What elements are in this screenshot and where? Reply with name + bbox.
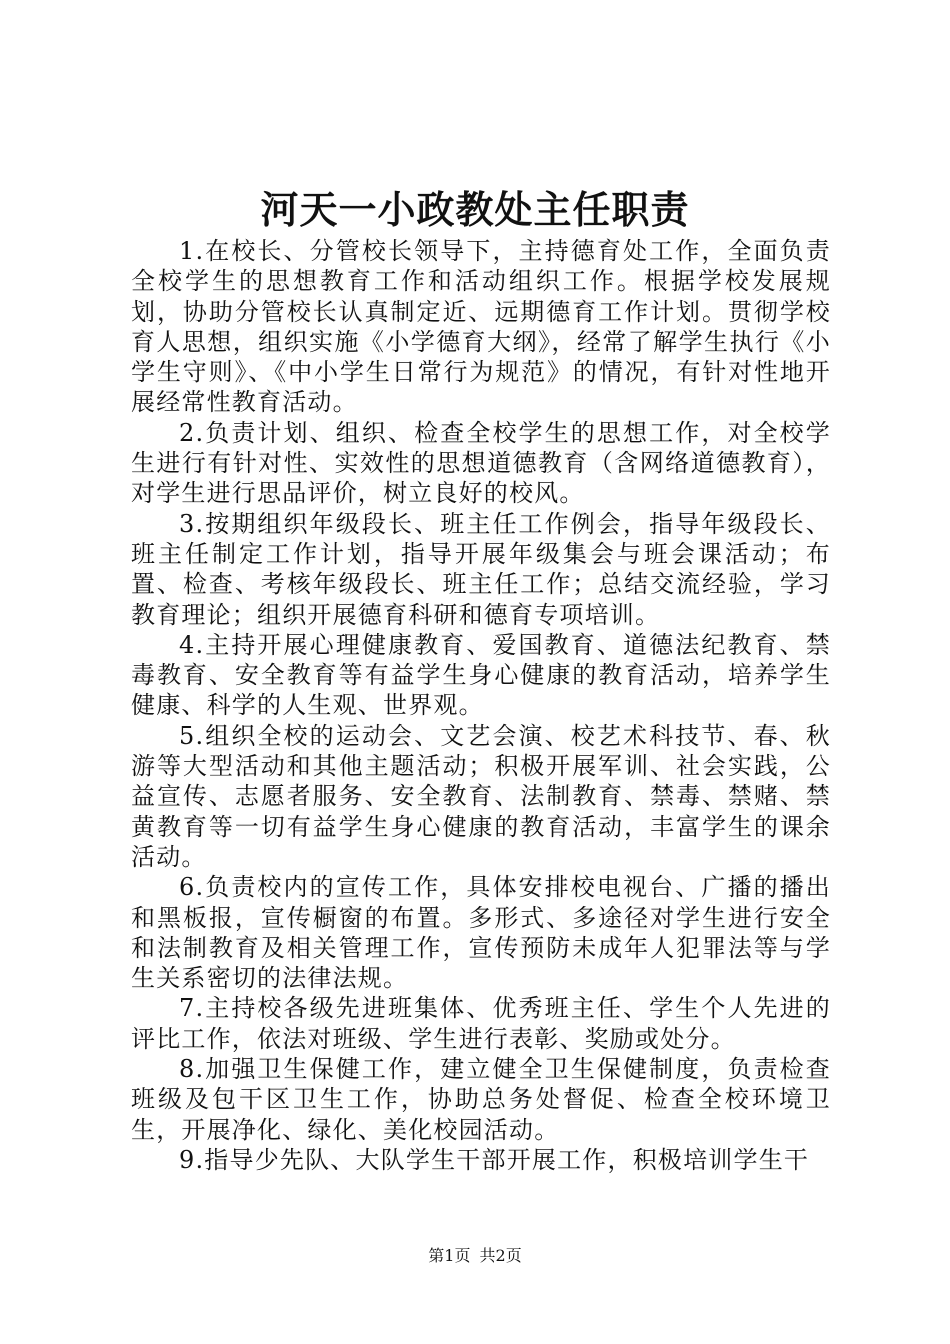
- paragraph-3: 3.按期组织年级段长、班主任工作例会，指导年级段长、班主任制定工作计划，指导开展年级集会与班会课活动；布置、检查、考核年级段长、班主任工作；总结交流经验，学习教育理论；组织开展德育科研和德育专项培训。: [131, 509, 831, 629]
- page-total: 共2页: [479, 1246, 522, 1265]
- paragraph-9: 9.指导少先队、大队学生干部开展工作，积极培训学生干: [179, 1145, 810, 1174]
- paragraph-6: 6.负责校内的宣传工作，具体安排校电视台、广播的播出和黑板报，宣传橱窗的布置。多形式、多途径对学生进行安全和法制教育及相关管理工作，宣传预防未成年人犯罪法等与学生关系密切的法律法规。: [131, 873, 831, 993]
- page-title: 河天一小政教处主任职责: [260, 187, 690, 232]
- paragraph-5: 5.组织全校的运动会、文艺会演、校艺术科技节、春、秋游等大型活动和其他主题活动；积极开展军训、社会实践，公益宣传、志愿者服务、安全教育、法制教育、禁毒、禁赌、禁黄教育等一切有益学生身心健康的教育活动，丰富学生的课余活动。: [131, 721, 831, 871]
- document-body: [131, 236, 831, 1175]
- paragraph-1: 1.在校长、分管校长领导下，主持德育处工作，全面负责全校学生的思想教育工作和活动组织工作。根据学校发展规划，协助分管校长认真制定近、远期德育工作计划。贯彻学校育人思想，组织实施《小学德育大纲》，经常了解学生执行《小学生守则》、《中小学生日常行为规范》的情况，有针对性地开展经常性教育活动。: [131, 237, 831, 417]
- page-footer: [0, 1245, 950, 1267]
- paragraph-2: 2.负责计划、组织、检查全校学生的思想工作，对全校学生进行有针对性、实效性的思想道德教育（含网络道德教育），对学生进行思品评价，树立良好的校风。: [131, 418, 831, 508]
- paragraph-8: 8.加强卫生保健工作，建立健全卫生保健制度，负责检查班级及包干区卫生工作，协助总务处督促、检查全校环境卫生，开展净化、绿化、美化校园活动。: [131, 1055, 831, 1144]
- paragraph-7: 7.主持校各级先进班集体、优秀班主任、学生个人先进的评比工作，依法对班级、学生进行表彰、奖励或处分。: [131, 994, 831, 1053]
- paragraph-4: 4.主持开展心理健康教育、爱国教育、道德法纪教育、禁毒教育、安全教育等有益学生身心健康的教育活动，培养学生健康、科学的人生观、世界观。: [131, 630, 831, 720]
- page-number: 第1页: [428, 1246, 471, 1265]
